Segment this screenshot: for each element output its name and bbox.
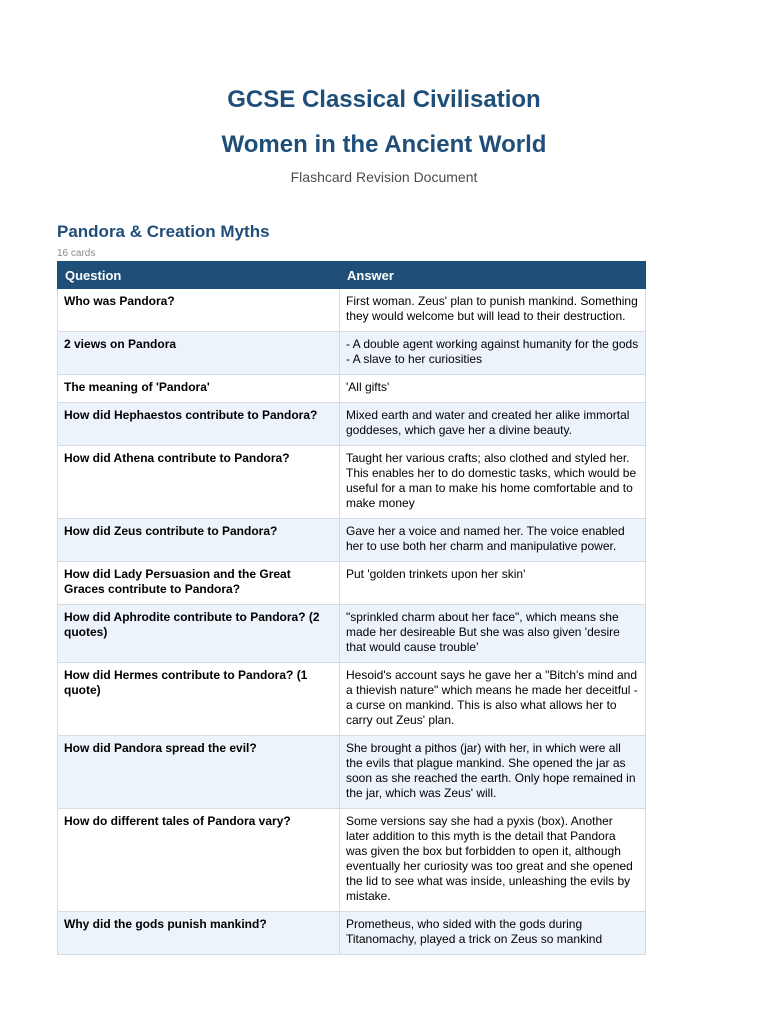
flashcard-table (57, 261, 646, 955)
answer-cell: "sprinkled charm about her face", which means she made her desireable But she was also given 'desire that would cause trouble' (340, 605, 646, 663)
question-cell: 2 views on Pandora (58, 332, 340, 375)
table-row (58, 605, 646, 663)
answer-cell: Hesoid's account says he gave her a "Bitch's mind and a thievish nature" which means he made her deceitful - a curse on mankind. This is also what allows her to carry out Zeus' plan. (340, 663, 646, 736)
table-row (58, 912, 646, 955)
table-row (58, 562, 646, 605)
question-cell: Why did the gods punish mankind? (58, 912, 340, 955)
question-cell: Who was Pandora? (58, 289, 340, 332)
document-subject-title: Women in the Ancient World (221, 131, 547, 158)
question-cell: How did Lady Persuasion and the Great Graces contribute to Pandora? (58, 562, 340, 605)
card-count: 16 cards (57, 248, 96, 259)
answer-cell: Put 'golden trinkets upon her skin' (340, 562, 646, 605)
answer-cell: Prometheus, who sided with the gods during Titanomachy, played a trick on Zeus so mankind (340, 912, 646, 955)
table-row (58, 403, 646, 446)
table-row (58, 289, 646, 332)
table-row (58, 375, 646, 403)
answer-cell: - A double agent working against humanity for the gods - A slave to her curiosities (340, 332, 646, 375)
question-cell: How did Hermes contribute to Pandora? (1 quote) (58, 663, 340, 736)
question-cell: How did Zeus contribute to Pandora? (58, 519, 340, 562)
question-cell: How do different tales of Pandora vary? (58, 809, 340, 912)
question-cell: How did Aphrodite contribute to Pandora? (2 quotes) (58, 605, 340, 663)
answer-cell: Gave her a voice and named her. The voice enabled her to use both her charm and manipulative power. (340, 519, 646, 562)
answer-column-header: Answer (340, 262, 646, 289)
flashcard-table-container (57, 261, 645, 955)
table-header-row (58, 262, 646, 289)
question-cell: How did Pandora spread the evil? (58, 736, 340, 809)
table-row (58, 663, 646, 736)
question-cell: How did Hephaestos contribute to Pandora? (58, 403, 340, 446)
answer-cell: 'All gifts' (340, 375, 646, 403)
document-subtitle: Flashcard Revision Document (290, 169, 478, 185)
question-cell: How did Athena contribute to Pandora? (58, 446, 340, 519)
document-title: GCSE Classical Civilisation (227, 86, 541, 113)
table-row (58, 332, 646, 375)
answer-cell: Taught her various crafts; also clothed and styled her. This enables her to do domestic tasks, which would be useful for a man to make his home comfortable and to make money (340, 446, 646, 519)
table-row (58, 736, 646, 809)
question-cell: The meaning of 'Pandora' (58, 375, 340, 403)
answer-cell: Some versions say she had a pyxis (box). Another later addition to this myth is the detail that Pandora was given the box but forbidden to open it, although eventually her curiosity was too great and she opened the lid to see what was inside, unleashing the evils by mistake. (340, 809, 646, 912)
answer-cell: First woman. Zeus' plan to punish mankind. Something they would welcome but will lead to their destruction. (340, 289, 646, 332)
table-row (58, 519, 646, 562)
table-row (58, 446, 646, 519)
question-column-header: Question (58, 262, 340, 289)
answer-cell: She brought a pithos (jar) with her, in which were all the evils that plague mankind. She opened the jar as soon as she reached the earth. Only hope remained in the jar, which was Zeus' will. (340, 736, 646, 809)
table-row (58, 809, 646, 912)
section-heading: Pandora & Creation Myths (57, 222, 270, 241)
answer-cell: Mixed earth and water and created her alike immortal goddeses, which gave her a divine beauty. (340, 403, 646, 446)
